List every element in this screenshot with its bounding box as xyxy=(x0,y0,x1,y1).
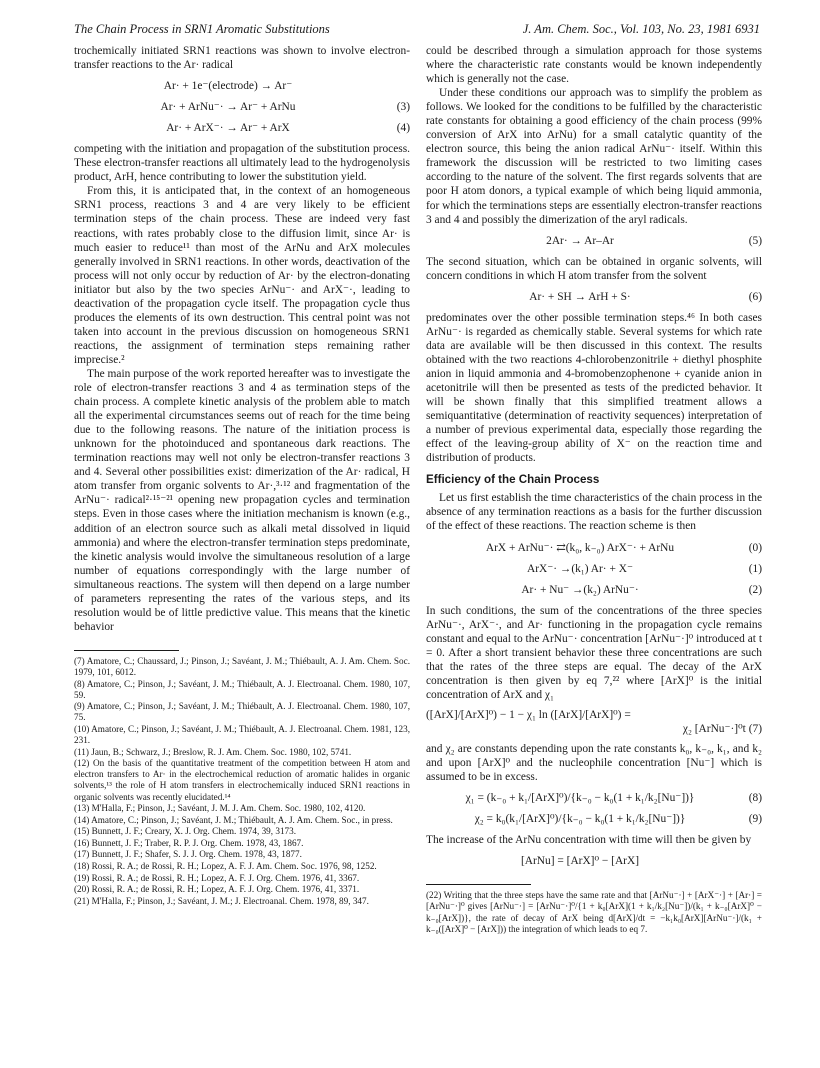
equation-number: (2) xyxy=(748,583,762,596)
right-column xyxy=(426,44,762,935)
equation-2 xyxy=(426,583,762,597)
reference-item: (17) Bunnett, J. F.; Shafer, S. J. J. Org. Chem. 1978, 43, 1877. xyxy=(74,849,302,860)
paragraph-under-conditions: Under these conditions our approach was to simplify the problem as follows. We looked for the conditions to be fulfilled by the characteristic rate constants for obtaining a good efficiency of the chain process (99% conversion of ArX into ArNu) for a small catalytic quantity of the electron source, this being the anion radical ArNu⁻· itself. Within this framework the discussion will be restricted to two limiting cases according to the nature of the solvent. The first regards solvents that are poor H atom donors, a typical example of which being liquid ammonia, for which the terminations steps are essentially electron-transfer reactions 3 and 4 and possibly the dimerization of the aryl radicals. xyxy=(426,87,762,226)
footnote-rule xyxy=(74,650,179,651)
equation-text: 2Ar· → Ar–Ar xyxy=(546,234,614,247)
equation-text: [ArNu] = [ArX]⁰ − [ArX] xyxy=(521,855,639,868)
paragraph-intro: trochemically initiated SRN1 reactions was shown to involve electron-transfer reactions to the Ar· radical xyxy=(74,45,410,72)
equation-text: Ar· + SH → ArH + S· xyxy=(529,290,631,303)
equation-8 xyxy=(426,791,762,805)
equation-text: Ar· + ArX⁻· → Ar⁻ + ArX xyxy=(166,122,290,135)
equation-6 xyxy=(426,290,762,304)
equation-text: Ar· + ArNu⁻· → Ar⁻ + ArNu xyxy=(160,101,296,114)
paragraph-main-purpose: The main purpose of the work reported hereafter was to investigate the role of electron-transfer reactions 3 and 4 as termination steps of the chain process. A complete kinetic analysis of the problem able to match all the experimental circumstances seems out of reach for the time being due to the following reasons. The nature of the initiation process is unknown for the photoinduced and spontaneous dark reactions. The termination reactions may well not only be electron-transfer reactions 3 and 4. Several other possibilities exist: dimerization of the Ar· radical, H atom transfer from organic solvents to Ar·,³·¹² and fragmentation of the ArNu⁻· radical²·¹⁵⁻²¹ opening new propagation cycles and termination steps. Even in those cases where the initiation mechanism is known (e.g., addition of an electron source such as alkali metal dissolved in liquid ammonia) and where the electron-transfer termination steps predominate, the kinetic analysis would involve the simultaneous resolution of a large number of equations correspondingly with the large number of simultaneous reactions. The system will then depend on a large number of parameters representing the rates of the various steps, and its resolution would be of little predictive value. This means that the kinetic behavior xyxy=(74,367,410,633)
reference-item: (10) Amatore, C.; Pinson, J.; Savéant, J. M.; Thiébault, A. J. Electroanal. Chem. 1981, 123, 231. xyxy=(74,723,410,746)
equation-text: χ₂ [ArNu⁻·]⁰t xyxy=(682,723,746,736)
equation-text: ArX + ArNu⁻· ⇄(k₀, k₋₀) ArX⁻· + ArNu xyxy=(485,541,675,554)
paragraph-let-us: Let us first establish the time characteristics of the chain process in the absence of any termination reactions as a basis for the further discussion of the effect of these reactions. The reaction scheme is then xyxy=(426,492,762,533)
reference-item: (11) Jaun, B.; Schwarz, J.; Breslow, R. J. Am. Chem. Soc. 1980, 102, 5741. xyxy=(74,746,352,757)
equation-number: (9) xyxy=(748,813,762,826)
reference-item: (12) On the basis of the quantitative treatment of the competition between H atom and electron transfers to Ar· in the electrochemical reduction of aromatic halides in organic solvents,¹³ the role of H atom transfers in electrochemically induced SRN1 reactions in organic solvents was recently elucidated.¹⁴ xyxy=(74,758,410,802)
section-heading: Efficiency of the Chain Process xyxy=(426,473,600,487)
equation-7 xyxy=(426,708,762,736)
paragraph-predominates: predominates over the other possible termination steps.⁴⁶ In both cases ArNu⁻· is regarded as chemically stable. Several systems for which rate data are available will be then discussed in this context. The results obtained with the two reactions 4-chlorobenzonitrile + diethyl phosphite anion in liquid ammonia and 4-bromobenzophenone + cyanide anion in acetonitrile will then be presented as tests of the predicted behavior. It will be shown finally that this simplified treatment allows a semiquantitative (determination of reactivity sequences) interpretation of a number of previous experimental data, especially those regarding the effect of the leaving-group ability of X⁻ on the reaction time and distribution of products. xyxy=(426,311,762,465)
equation-number: (6) xyxy=(748,290,762,303)
equation-number: (3) xyxy=(396,101,410,114)
paragraph-and-chi: and χ₂ are constants depending upon the rate constants k₀, k₋₀, k₁, and k₂ and upon [ArX]⁰ and the nucleophile concentration [Nu⁻] which is assumed to be in excess. xyxy=(426,743,762,784)
reference-item: (14) Amatore, C.; Pinson, J.; Savéant, J. M.; Thiébault, A. J. Am. Chem. Soc., in press. xyxy=(74,814,393,825)
paragraph-continued: could be described through a simulation approach for those systems where the characteristic rate constants would be known independently which is generally not the case. xyxy=(426,45,762,86)
equation-text-continued xyxy=(426,722,762,736)
equation-3 xyxy=(74,100,410,114)
equation-number: (5) xyxy=(748,234,762,247)
reference-item: (20) Rossi, R. A.; de Rossi, R. H.; Lopez, A. F. J. Org. Chem. 1976, 41, 3371. xyxy=(74,884,360,895)
equation-4 xyxy=(74,121,410,135)
equation-text: ArX⁻· →(k₁) Ar· + X⁻ xyxy=(527,562,633,575)
reference-item: (18) Rossi, R. A.; de Rossi, R. H.; Lopez, A. F. J. Am. Chem. Soc. 1976, 98, 1252. xyxy=(74,861,377,872)
equation-arnu xyxy=(426,854,762,868)
equation-0 xyxy=(426,541,762,555)
equation-5 xyxy=(426,234,762,248)
references-list xyxy=(74,656,410,907)
running-header-journal: J. Am. Chem. Soc., Vol. 103, No. 23, 1981 6931 xyxy=(522,22,760,36)
equation-text: Ar· + 1e⁻(electrode) → Ar⁻ xyxy=(163,80,293,93)
equation-number: (4) xyxy=(396,122,410,135)
equation-electrode xyxy=(74,79,410,93)
equation-1 xyxy=(426,562,762,576)
paragraph-competing: competing with the initiation and propagation of the substitution process. These electron-transfer reactions all ultimately lead to the hydrogenolysis product, ArH, hence contributing to lower the substitution yield. xyxy=(74,143,410,184)
equation-9 xyxy=(426,812,762,826)
equation-number: (7) xyxy=(748,723,762,736)
reference-item: (21) M'Halla, F.; Pinson, J.; Savéant, J. M.; J. Electroanal. Chem. 1978, 89, 347. xyxy=(74,895,369,906)
equation-number: (1) xyxy=(748,562,762,575)
reference-item: (7) Amatore, C.; Chaussard, J.; Pinson, J.; Savéant, J. M.; Thiébault, A. J. Am. Chem. Soc. 1979, 101, 6012. xyxy=(74,655,410,677)
equation-number: (8) xyxy=(748,792,762,805)
left-column xyxy=(74,44,410,907)
reference-item: (16) Bunnett, J. F.; Traber, R. P. J. Org. Chem. 1978, 43, 1867. xyxy=(74,837,304,848)
footnote-rule xyxy=(426,884,531,885)
running-header-title: The Chain Process in SRN1 Aromatic Substitutions xyxy=(74,22,330,36)
equation-text: Ar· + Nu⁻ →(k₂) ArNu⁻· xyxy=(521,583,639,596)
paragraph-from-this: From this, it is anticipated that, in the context of an homogeneous SRN1 process, reactions 3 and 4 are very likely to be efficient termination steps of the chain process. These are indeed very fast reactions, with rates probably close to the diffusion limit, since Ar· is much easier to reduce¹¹ than most of the ArNu and ArX molecules generally involved in SRN1 reactions. In other words, deactivation of the process will not only occur by reduction of Ar· by the electron-donating initiator but also by the two species ArNu⁻· and ArX⁻·, leading to deactivation of the propagation cycle itself. The propagation cycle thus produces the elements of its own destruction. This central point was not taken into account in the previous discussion on homogeneous SRN1 reactions, the assignment of termination steps remaining rather imprecise.² xyxy=(74,185,410,366)
paragraph-second-situation: The second situation, which can be obtained in organic solvents, will concern conditions in which H atom transfer from the solvent xyxy=(426,255,762,282)
reference-item: (8) Amatore, C.; Pinson, J.; Savéant, J. M.; Thiébault, A. J. Electroanal. Chem. 1980, 107, 59. xyxy=(74,678,410,700)
reference-item: (15) Bunnett, J. F.; Creary, X. J. Org. Chem. 1974, 39, 3173. xyxy=(74,826,297,837)
equation-number: (0) xyxy=(748,541,762,554)
equation-text: χ₂ = k₀(k₁/[ArX]⁰)/{k₋₀ − k₀(1 + k₁/k₂[Nu⁻])} xyxy=(474,813,686,826)
paragraph-increase: The increase of the ArNu concentration with time will then be given by xyxy=(426,834,752,847)
reference-item: (13) M'Halla, F.; Pinson, J.; Savéant, J. M. J. Am. Chem. Soc. 1980, 102, 4120. xyxy=(74,803,366,814)
paragraph-such-conditions: In such conditions, the sum of the concentrations of the three species ArNu⁻·, ArX⁻·, and Ar· functioning in the propagation cycle remains constant and equal to the ArNu⁻· concentration [ArNu⁻·]⁰ introduced at t = 0. After a short transient behavior these three concentrations are such that the rates of the three steps are equal. The decay of the ArX concentration is then given by eq 7,²² where [ArX]⁰ is the initial concentration of ArX and χ₁ xyxy=(426,604,762,701)
footnote-22: (22) Writing that the three steps have the same rate and that [ArNu⁻·] + [ArX⁻·] + [Ar·] = [ArNu⁻·]⁰ gives [ArNu⁻·] = [ArNu⁻·]⁰/{1 + k₀[ArX](1 + k₁/k₂[Nu⁻])/(k₁ + k₋₀[ArX]⁰ − k₋₀[ArX])}, the rate of decay of ArX being d[ArX]/dt = −k₁k₀[ArX][ArNu⁻·]/(k₁ + k₋₀([ArX]⁰ − [ArX])) the integration of which leads to eq 7. xyxy=(426,890,762,934)
equation-text: χ₁ = (k₋₀ + k₁/[ArX]⁰)/{k₋₀ − k₀(1 + k₁/k₂[Nu⁻])} xyxy=(465,792,695,805)
reference-item: (19) Rossi, R. A.; de Rossi, R. H.; Lopez, A. F. J. Org. Chem. 1976, 41, 3367. xyxy=(74,872,360,883)
equation-text: ([ArX]/[ArX]⁰) − 1 − χ₁ ln ([ArX]/[ArX]⁰) = xyxy=(426,708,631,721)
reference-item: (9) Amatore, C.; Pinson, J.; Savéant, J. M.; Thiébault, A. J. Electroanal. Chem. 1980, 107, 75. xyxy=(74,701,410,723)
